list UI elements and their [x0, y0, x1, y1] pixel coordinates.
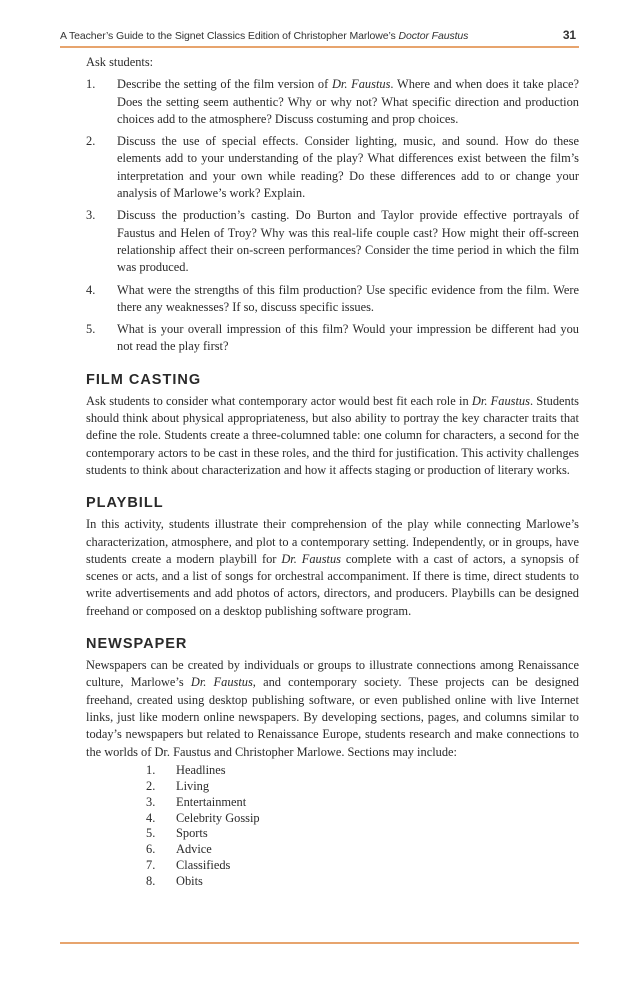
question-item: 3. Discuss the production’s casting. Do Burton and Taylor provide effective portrayals of Faustus and Helen of Troy? Why was this real-life couple cast? How might their off-screen relationship affect their on-screen performances? Consider the time period in which the film was produced.: [86, 208, 579, 275]
running-title: A Teacher’s Guide to the Signet Classics Edition of Christopher Marlowe’s Doctor Faustus: [60, 30, 469, 42]
question-item: 1. Describe the setting of the film version of Dr. Faustus. Where and when does it take place? Does the setting seem authentic? Why or why not? What specific direction and production choices add to the atmosphere? Discuss costuming and prop choices.: [86, 77, 579, 126]
running-header: [60, 26, 580, 46]
discussion-questions: [86, 76, 579, 355]
section-item: 7. Classifieds: [146, 858, 231, 873]
newspaper-sections-list: [86, 763, 579, 890]
playbill-heading: PLAYBILL: [86, 495, 164, 512]
section-item: 1. Headlines: [146, 762, 226, 777]
section-item: 6. Advice: [146, 842, 212, 857]
page-body: [86, 54, 579, 890]
footer-rule: [60, 942, 579, 944]
question-item: 5. What is your overall impression of this film? Would your impression be different had you not read the play first?: [86, 322, 579, 354]
newspaper-text: Newspapers can be created by individuals or groups to illustrate connections among Renaissance culture, Marlowe’s Dr. Faustus, and contemporary society. These projects can be designed freehand, created using desktop publishing software, or even published online with live Internet links, just like modern online newspapers. By developing sections, pages, and columns similar to today’s newspapers but related to Renaissance Europe, students research and make connections to the worlds of Dr. Faustus and Christopher Marlowe. Sections may include:: [86, 658, 579, 759]
question-item: 4. What were the strengths of this film production? Use specific evidence from the film. Were there any weaknesses? If so, discuss specific issues.: [86, 282, 579, 314]
section-item: 4. Celebrity Gossip: [146, 810, 260, 825]
section-item: 3. Entertainment: [146, 794, 247, 809]
page-number: 31: [562, 28, 576, 42]
section-item: 8. Obits: [146, 874, 203, 889]
section-item: 2. Living: [146, 778, 210, 793]
section-item: 5. Sports: [146, 826, 208, 841]
film-casting-text: Ask students to consider what contemporary actor would best fit each role in Dr. Faustus. Students should think about physical appropriateness, but also ability to portray the key character traits that define the role. Students create a three-columned table: one column for characters, a second for the contemporary actors to be cast in these roles, and the third for justification. This activity challenges students to think about characterization and how it affects staging or production of literary works.: [86, 393, 579, 477]
question-item: 2. Discuss the use of special effects. Consider lighting, music, and sound. How do these elements add to your understanding of the play? What differences exist between the film’s interpretation and your own while reading? Do these differences add to or change your analysis of Marlowe’s work? Explain.: [86, 134, 579, 201]
playbill-text: In this activity, students illustrate their comprehension of the play while connecting Marlowe’s characterization, atmosphere, and plot to a contemporary setting. Independently, or in groups, have students create a modern playbill for Dr. Faustus complete with a cast of actors, a synopsis of scenes or acts, and a list of songs for orchestral accompaniment. If there is time, direct students to write advertisements and add photos of actors, directors, and producers. Playbills can be designed freehand or composed on a desktop publishing software program.: [86, 517, 579, 618]
intro-text: Ask students:: [86, 55, 154, 69]
header-rule: [60, 46, 579, 48]
film-casting-heading: FILM CASTING: [86, 371, 202, 388]
newspaper-heading: NEWSPAPER: [86, 636, 188, 653]
